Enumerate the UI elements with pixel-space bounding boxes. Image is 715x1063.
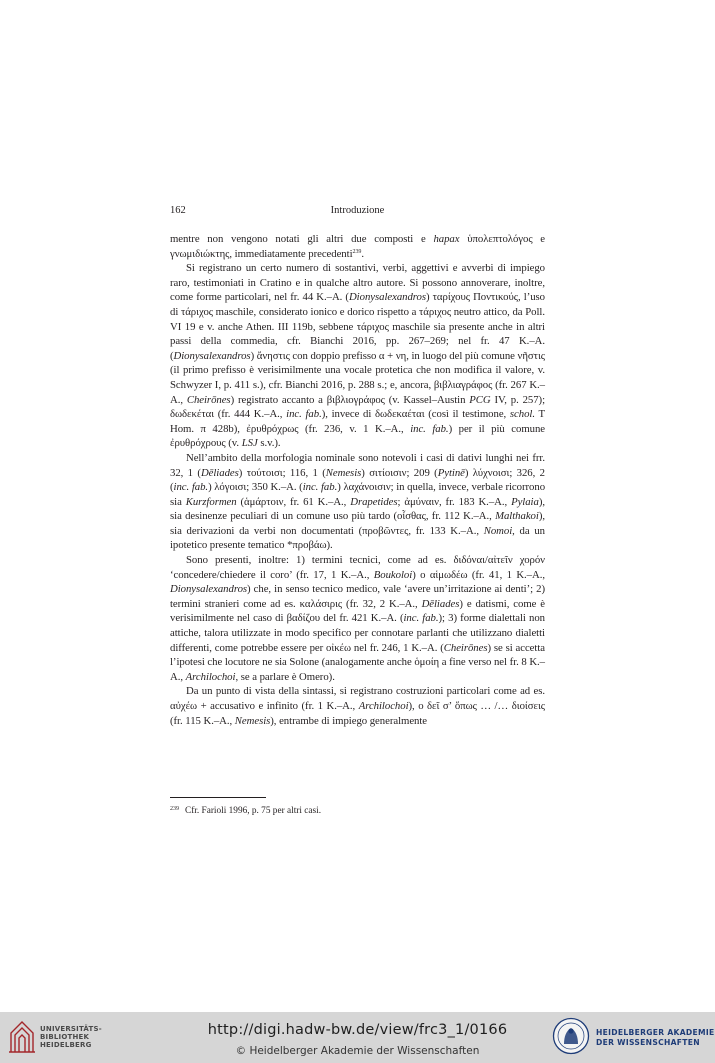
paragraph: Da un punto di vista della sintassi, si registrano costruzioni particolari come ad es. αὐχέω + accusativo e infinito (fr. 1 K.–A., Archilochoi), ο δεῖ σ’ ὅπως … /… διοίσεις (fr. 115 K.–A., Nemesis), entrambe di impiego generalmente xyxy=(170,685,545,727)
running-head xyxy=(170,205,545,219)
paragraph: mentre non vengono notati gli altri due composti e hapax ὑπολεπτολόγος e γνωμιδιώκτης, immediatamente precedenti$^{239}$. xyxy=(170,233,545,260)
paragraph: Sono presenti, inoltre: 1) termini tecnici, come ad es. διδόναι/αἰτεῖν χορόν ‘concedere/chiedere il coro’ (fr. 17, 1 K.–A., Boukoloi) ο αἱμωδέω (fr. 41, 1 K.–A., Dionysalexandros) che, in senso tecnico medico, vale ‘avere un’irritazione ai denti’; 2) termini stranieri come ad es. καλάσιρις (fr. 32, 2 K.–A., Dēliades) e datismi, come è verisimilmente nel caso di βαδίζου del fr. 421 K.–A. (inc. fab.); 3) forme dialettali non attiche, talora utilizzate in modo specifico per connotare parlanti che utilizzano dialetti differenti, come potrebbe essere per οἰκέω nel fr. 246, 1 K.–A. (Cheirōnes) se si accetta l’ipotesi che locutore ne sia Solone (analogamente anche ὁμοίη a fine verso nel fr. 8 K.–A., Archilochoi, se a parlare è Omero). xyxy=(170,554,546,683)
academy-seal-icon[interactable] xyxy=(552,1017,590,1055)
page-number: 162 xyxy=(170,205,186,216)
academy-name[interactable]: HEIDELBERGER AKADEMIE DER WISSENSCHAFTEN xyxy=(596,1028,715,1047)
viewer-footer xyxy=(0,1012,715,1063)
permalink-url[interactable]: http://digi.hadw-bw.de/view/frc3_1/0166 xyxy=(207,1022,508,1038)
running-title: Introduzione xyxy=(330,205,385,216)
paragraph: Nell’ambito della morfologia nominale sono notevoli i casi di dativi lunghi nei frr. 32, 1 (Dēliades) τούτοισι; 116, 1 (Nemesis) σιτίοισιν; 209 (Pytinē) λύχνοισι; 326, 2 (inc. fab.) λόγοισι; 350 K.–A. (inc. fab.) λαχάνοισιν; in quella, invece, verbale ricorrono sia Kurzformen (ἁμάρτοιν, fr. 61 K.–A., Drapetides; ἀμύναιν, fr. 183 K.–A., Pylaia), sia desinenze peculiari di un comune uso più tardo (οἶσθας, fr. 112 K.–A., Malthakoi), sia derivazioni da verbi non documentati (προβῶντες, fr. 133 K.–A., Nomoi, da un ipotetico presente tematico *προβάω). xyxy=(170,451,546,552)
university-library-name[interactable]: UNIVERSITÄTS- BIBLIOTHEK HEIDELBERG xyxy=(40,1025,102,1049)
footnote-marker: 239 xyxy=(170,806,179,812)
body-text xyxy=(170,232,545,728)
footnote-rule xyxy=(170,797,266,798)
paragraph: Si registrano un certo numero di sostantivi, verbi, aggettivi e avverbi di impiego raro, testimoniati in Cratino e in qualche altro autore. Si possono annoverare, inoltre, come forme particolari, nel fr. 44 K.–A. (Dionysalexandros) ταρίχους Ποντικούς, l’uso di τάριχος maschile, considerato ionico e dorico rispetto a τάριχος neutro attico, da Poll. VI 19 e v. anche Athen. III 119b, sebbene τάριχος maschile sia presente anche in altri passi della commedia, cfr. Bianchi 2016, pp. 267–269; nel fr. 47 K.–A. (Dionysalexandros) ἄνηστις con doppio prefisso α + νη, in luogo del più comune νῆστις (il primo prefisso è verisimilmente una vocale protetica che non modifica il valore, v. Schwyzer I, p. 411 s.), cfr. Bianchi 2016, p. 288 s.; e, ancora, βιβλιαγράφος (fr. 267 K.–A., Cheirōnes) registrato accanto a βιβλιογράφος (v. Kassel–Austin PCG IV, p. 257); δωδεκέται (fr. 444 K.–A., inc. fab.), invece di δωδεκαέται (così il testimone, schol. T Hom. π 428b), ἐρυθρόχρως (fr. 236, v. 1 K.–A., inc. fab.) per il più comune ἐρυθρόχρους (v. LSJ s.v.). xyxy=(170,262,546,450)
copyright-notice: © Heidelberger Akademie der Wissenschaften xyxy=(235,1045,480,1057)
footnote xyxy=(170,805,545,817)
footnote-text: Cfr. Farioli 1996, p. 75 per altri casi. xyxy=(185,806,322,816)
